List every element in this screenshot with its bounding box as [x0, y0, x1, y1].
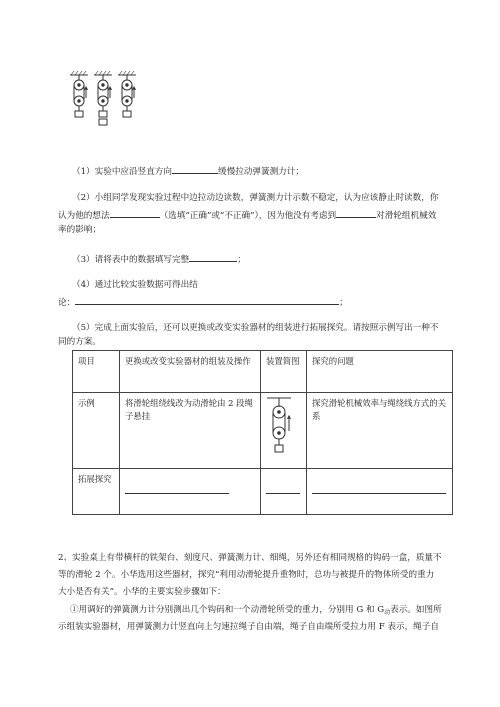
- table-header-question: 探究的问题: [307, 351, 453, 393]
- q1-part2-line2: [58, 208, 436, 222]
- q1-part2-text-b: （选填“正确”或“不正确”），因为他没有考虑到: [159, 211, 337, 221]
- extension-label: 拓展探究: [73, 469, 120, 515]
- q1-part4-line2: [58, 295, 348, 309]
- experiment-table: [72, 350, 453, 515]
- q1-part2-text-c: 对滑轮组机械效: [376, 211, 437, 221]
- extension-diagram-blank[interactable]: [266, 492, 300, 494]
- q2-line3: 大小是否有关”。小华的主要实验步骤如下：: [58, 587, 226, 597]
- example-label: 示例: [73, 393, 120, 469]
- example-question: 探究滑轮机械效率与绳绕线方式的关系: [307, 393, 453, 469]
- example-diagram-cell: [261, 393, 307, 469]
- q1-part2-line1: （2）小组同学发现实验过程中边拉动边读数，弹簧测力计示数不稳定，认为应该静止时读数，你: [72, 193, 439, 203]
- table-row-example: [73, 393, 453, 469]
- q2-line4: [70, 604, 442, 619]
- pulley-apparatus-figure: [66, 70, 142, 132]
- q1-part5-line1: （5）完成上面实验后，还可以更换或改变实验器材的组装进行拓展探究。请按照示例写出一种不: [72, 323, 439, 333]
- example-operation: 将滑轮组绕线改为动滑轮由 2 段绳子悬挂: [120, 393, 261, 469]
- q2-line4-text-a: ①用调好的弹簧测力计分别测出几个钩码和一个动滑轮所受的重力，分别用 G 和 G: [70, 605, 385, 615]
- q1-part3-text-b: ；: [237, 255, 246, 265]
- movable-pulley-icon: [263, 395, 295, 457]
- table-header-operation: 更换或改变实验器材的组装及操作: [120, 351, 261, 393]
- q1-part4-line1: （4）通过比较实验数据可得出结: [72, 280, 198, 290]
- q2-line5: 示组装实验器材，用弹簧测力计竖直向上匀速拉绳子自由端，绳子自由端所受拉力用 F 表示，绳子自: [58, 622, 439, 632]
- q1-part1-text-b: 缓慢拉动弹簧测力计；: [218, 167, 304, 177]
- extension-operation-cell[interactable]: [120, 469, 261, 515]
- table-header-item: 项目: [73, 351, 120, 393]
- q1-part2-blank-2[interactable]: [336, 208, 376, 218]
- q1-part2-blank-1[interactable]: [110, 208, 160, 218]
- q1-part3: [72, 252, 246, 266]
- q1-part2-line3: 率的影响；: [58, 225, 101, 235]
- q2-line4-text-b: 表示。如图所: [390, 605, 442, 615]
- extension-question-blank[interactable]: [312, 492, 446, 494]
- q2-line4-subscript: 动: [384, 609, 391, 616]
- table-header-row: [73, 351, 453, 393]
- extension-operation-blank[interactable]: [125, 492, 229, 494]
- q1-part1-text-a: （1）实验中应沿竖直方向: [72, 167, 172, 177]
- q1-part5-line2: 同的方案。: [58, 337, 101, 347]
- table-row-extension: [73, 469, 453, 515]
- q1-part3-blank[interactable]: [189, 252, 237, 262]
- q1-part1-blank[interactable]: [172, 164, 218, 174]
- q1-part4-text-a: 论：: [58, 298, 76, 308]
- q2-line1: 2、实验桌上有带横杆的铁架台、刻度尺、弹簧测力计、细绳，另外还有相同规格的钩码一盒，质量不: [58, 553, 442, 563]
- extension-question-cell[interactable]: [307, 469, 453, 515]
- extension-diagram-cell[interactable]: [261, 469, 307, 515]
- q1-part3-text-a: （3）请将表中的数据填写完整: [72, 255, 190, 265]
- q1-part1: [72, 164, 304, 178]
- q2-line2: 等的滑轮 2 个。小华选用这些器材，探究“利用动滑轮提升重物时，总功与被提升的物体所受的重力: [58, 570, 435, 580]
- q1-part2-text-a: 认为他的想法: [58, 211, 110, 221]
- q1-part4-blank[interactable]: [75, 295, 339, 305]
- q1-part4-text-b: ；: [339, 298, 348, 308]
- table-header-diagram: 装置简图: [261, 351, 307, 393]
